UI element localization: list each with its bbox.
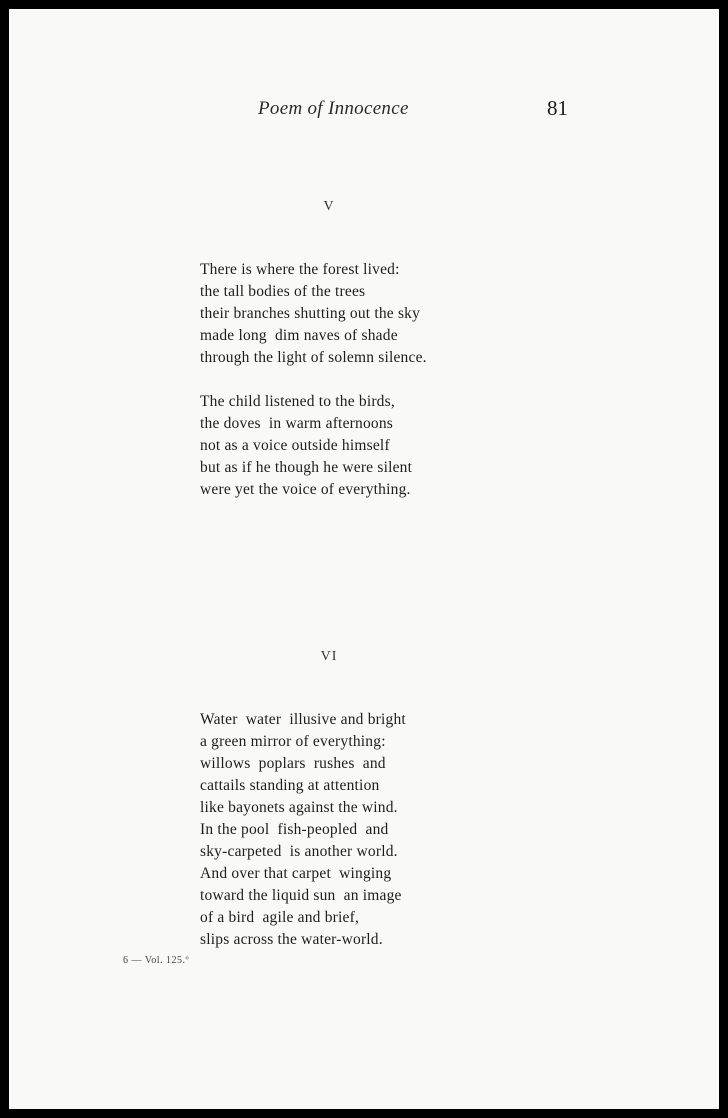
poem-line: not as a voice outside himself <box>200 437 390 454</box>
poem-line: And over that carpet winging <box>200 865 392 882</box>
poem-line: willows poplars rushes and <box>200 755 386 772</box>
poem-line: slips across the water-world. <box>200 931 383 948</box>
running-title: Poem of Innocence <box>258 98 409 119</box>
section-numeral-v: V <box>323 199 335 214</box>
poem-line: sky-carpeted is another world. <box>200 843 398 860</box>
page-number: 81 <box>547 96 568 120</box>
poem-line: the doves in warm afternoons <box>200 415 394 432</box>
poem-line: made long dim naves of shade <box>200 327 398 344</box>
stanza <box>200 709 406 951</box>
stanza <box>200 259 427 369</box>
poem-line: toward the liquid sun an image <box>200 887 402 904</box>
poem-line: through the light of solemn silence. <box>200 349 427 366</box>
poem-line: their branches shutting out the sky <box>200 305 421 322</box>
poem-line: The child listened to the birds, <box>200 393 395 410</box>
poem-line: Water water illusive and bright <box>200 711 406 728</box>
poem-line: the tall bodies of the trees <box>200 283 366 300</box>
poem-line: like bayonets against the wind. <box>200 799 398 816</box>
poem-line: cattails standing at attention <box>200 777 380 794</box>
signature-mark: 6 — Vol. 125.º <box>123 955 190 966</box>
poem-line: of a bird agile and brief, <box>200 909 360 926</box>
section-numeral-vi: VI <box>320 649 338 664</box>
poem-line: a green mirror of everything: <box>200 733 386 750</box>
poem-line: but as if he though he were silent <box>200 459 413 476</box>
poem-line: were yet the voice of everything. <box>200 481 411 498</box>
poem-line: There is where the forest lived: <box>200 261 400 278</box>
running-head <box>9 98 719 122</box>
book-page <box>9 9 719 1109</box>
poem-line: In the pool fish-peopled and <box>200 821 389 838</box>
stanza <box>200 391 412 501</box>
